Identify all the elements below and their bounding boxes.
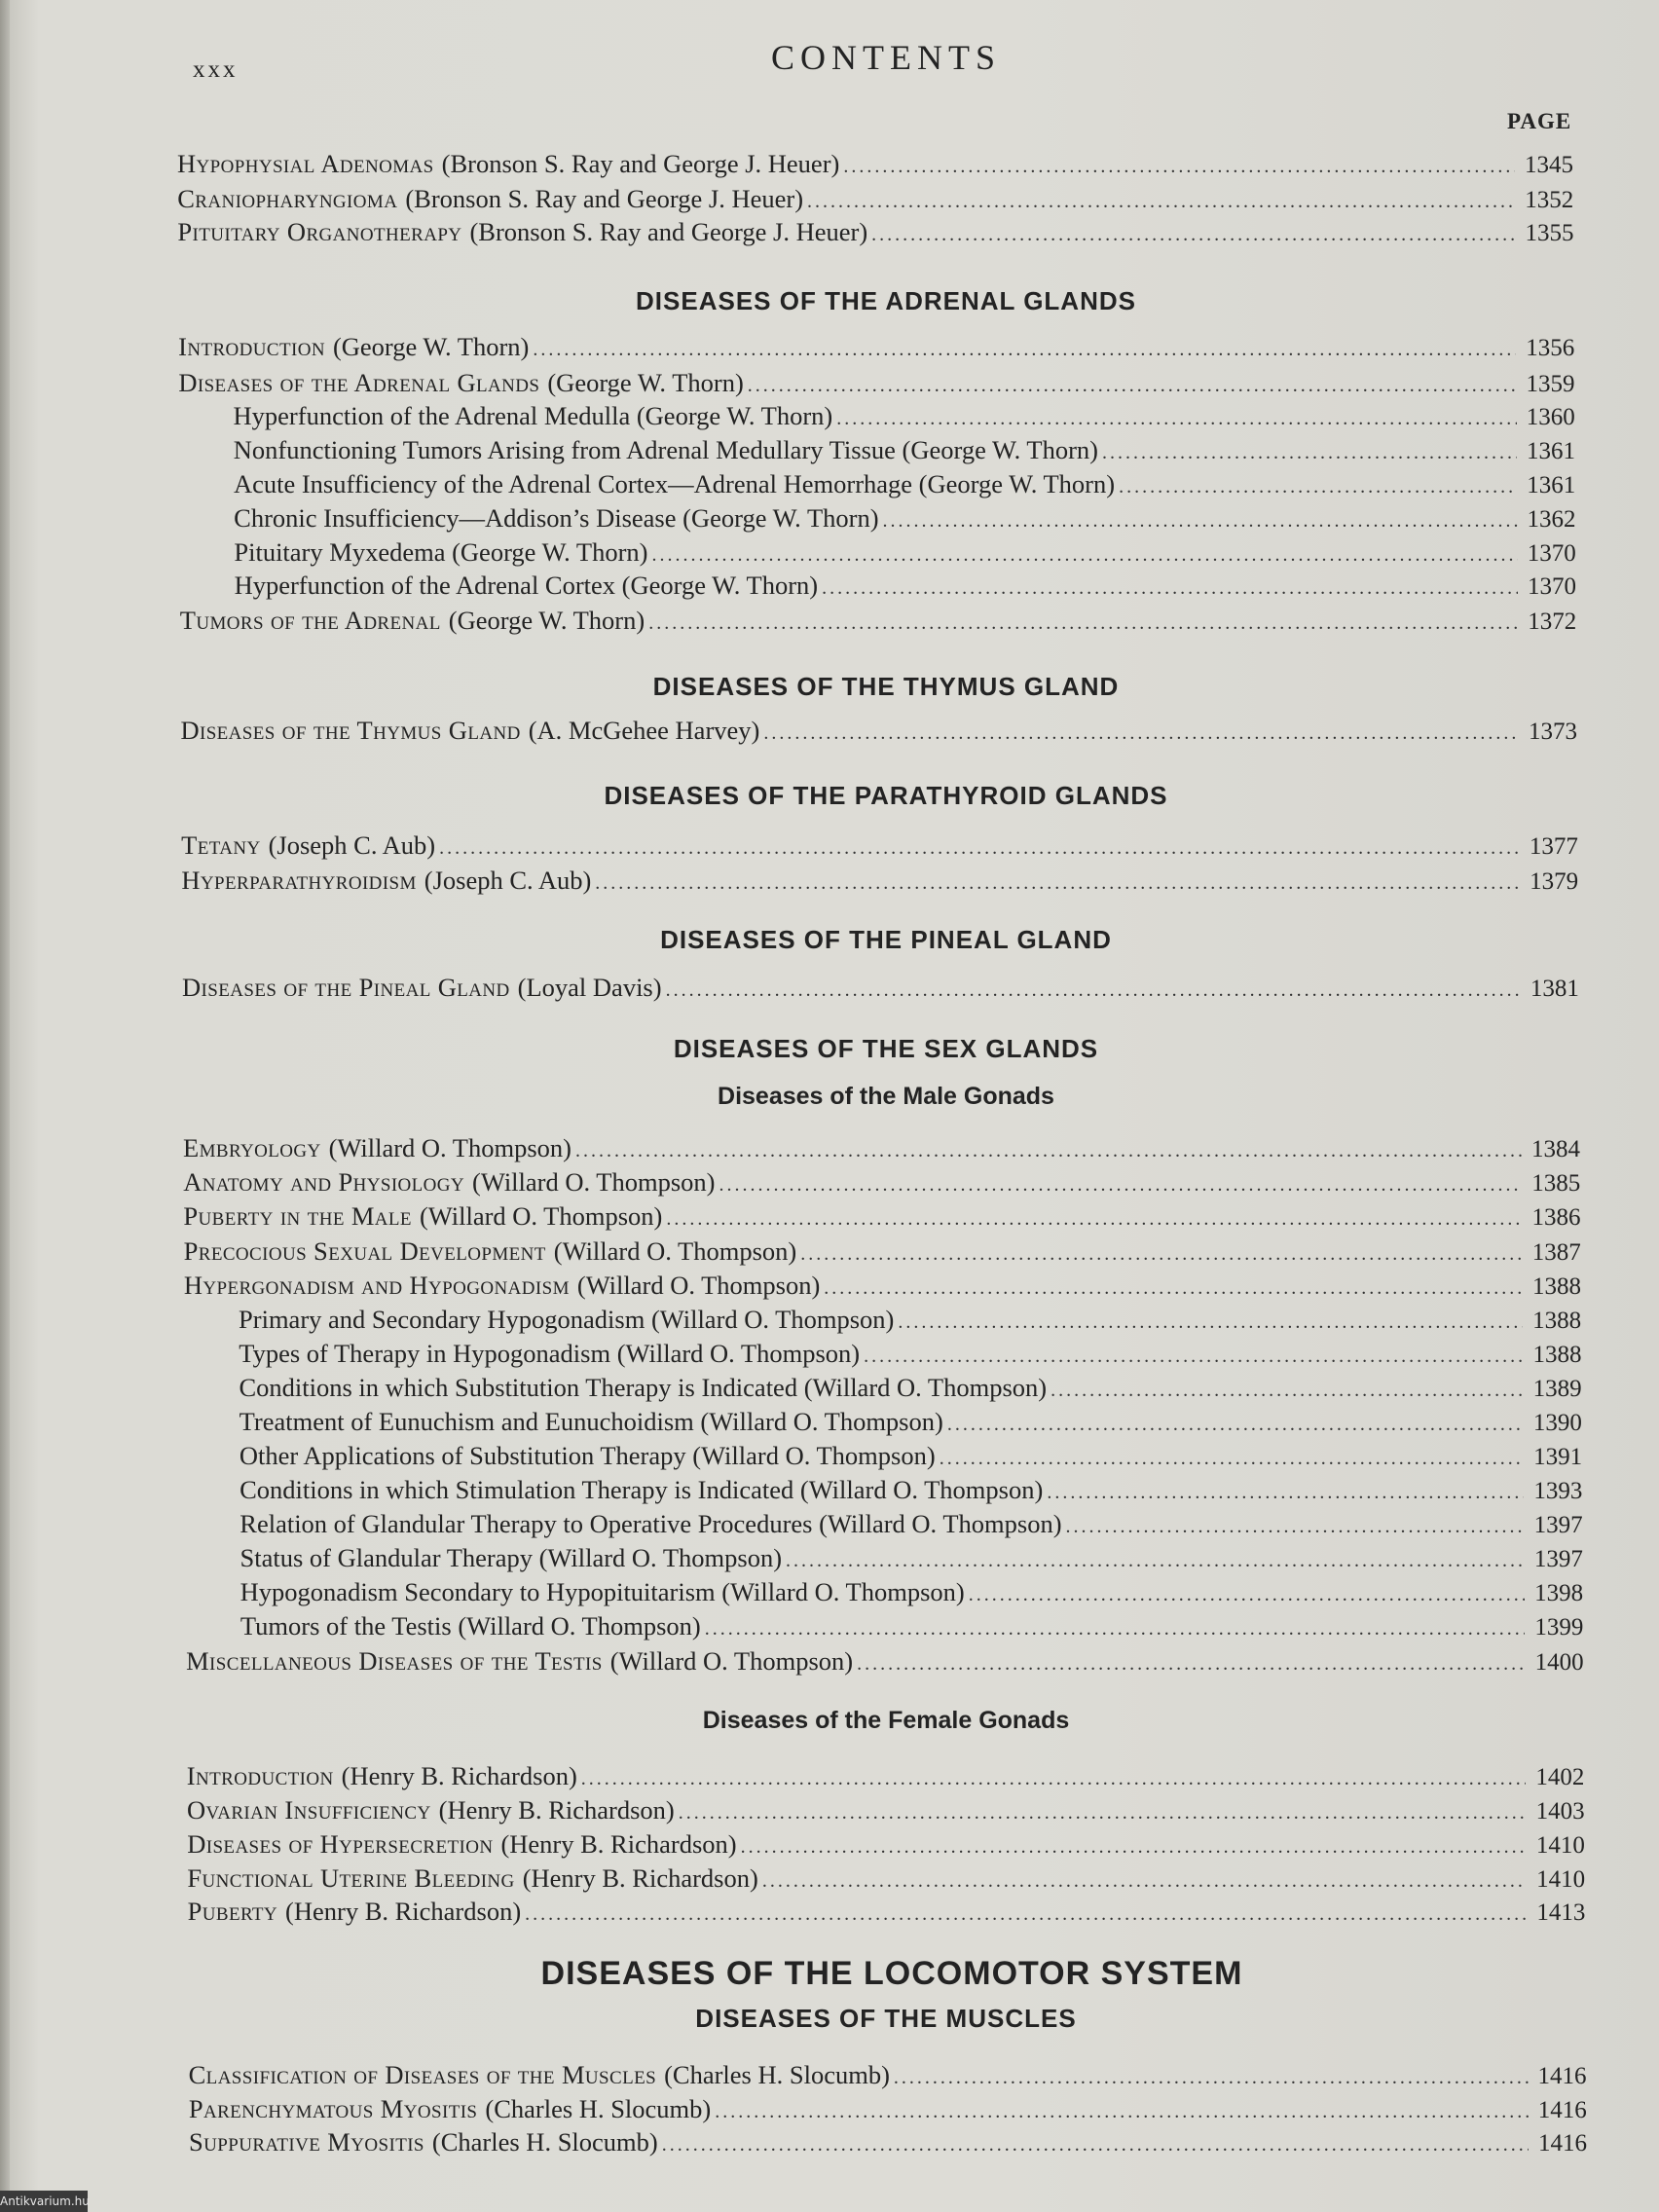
entry-page-number: 1361 [1527, 438, 1576, 464]
dot-leader [666, 1200, 1522, 1235]
entry-author: (George W. Thorn) [332, 332, 530, 361]
dot-leader [666, 972, 1521, 1006]
dot-leader [581, 1760, 1527, 1794]
contents-title: CONTENTS [771, 38, 1001, 77]
toc-entry [240, 1440, 1582, 1474]
entry-author: (Willard O. Thompson) [576, 1271, 821, 1300]
entry-page-number: 1388 [1532, 1342, 1582, 1368]
entry-author: (Willard O. Thompson) [609, 1646, 854, 1676]
entry-title: Functional Uterine Bleeding [187, 1863, 515, 1893]
entry-page-number: 1389 [1532, 1376, 1582, 1402]
entry-page-number: 1398 [1534, 1580, 1584, 1606]
entry-title: Status of Glandular Therapy (Willard O. Thompson) [240, 1543, 783, 1572]
entry-title: Introduction [178, 332, 325, 361]
entry-page-number: 1359 [1526, 371, 1575, 397]
watermark: Antikvarium.hu [0, 2191, 88, 2212]
section-heading: DISEASES OF THE MUSCLES [695, 2004, 1077, 2033]
toc-entry [189, 2059, 1587, 2093]
entry-title: Classification of Diseases of the Muscles [188, 2060, 657, 2089]
entry-title: Puberty [187, 1897, 278, 1926]
dot-leader [1119, 468, 1517, 502]
entry-title: Relation of Glandular Therapy to Operative Procedures (Willard O. Thompson) [240, 1509, 1062, 1538]
entry-author: (Bronson S. Ray and George J. Heuer) [441, 149, 840, 178]
entry-title: Craniopharyngioma [177, 184, 398, 213]
toc-entry [188, 1896, 1586, 1930]
dot-leader [762, 1862, 1527, 1897]
dot-leader [439, 830, 1520, 864]
toc-entry [234, 400, 1575, 434]
entry-author: (Bronson S. Ray and George J. Heuer) [405, 184, 804, 213]
section-heading: DISEASES OF THE ADRENAL GLANDS [636, 286, 1136, 315]
entry-page-number: 1385 [1531, 1170, 1581, 1197]
toc-entry [239, 1304, 1581, 1338]
entry-page-number: 1373 [1529, 719, 1577, 745]
entry-title: Acute Insufficiency of the Adrenal Cortex—Adrenal Hemorrhage (George W. Thorn) [233, 469, 1116, 498]
dot-leader [822, 570, 1518, 604]
entry-title: Precocious Sexual Development [183, 1236, 546, 1266]
entry-page-number: 1413 [1536, 1899, 1586, 1926]
entry-title: Suppurative Myositis [189, 2127, 424, 2157]
dot-leader [1047, 1474, 1524, 1508]
entry-title: Hyperparathyroidism [181, 866, 417, 895]
entry-author: (Willard O. Thompson) [553, 1236, 797, 1266]
toc-entry [239, 1338, 1581, 1372]
entry-title: Puberty in the Male [183, 1201, 412, 1231]
entry-title: Tetany [181, 830, 261, 860]
book-gutter [0, 0, 10, 2212]
entry-title: Treatment of Eunuchism and Eunuchoidism (Willard O. Thompson) [239, 1407, 943, 1436]
dot-leader [575, 1132, 1522, 1166]
entry-title: Diseases of the Pineal Gland [182, 973, 510, 1002]
entry-title: Primary and Secondary Hypogonadism (Willard O. Thompson) [239, 1305, 895, 1334]
entry-page-number: 1381 [1530, 976, 1579, 1002]
dot-leader [705, 1610, 1526, 1644]
entry-page-number: 1388 [1532, 1308, 1582, 1334]
toc-entry [234, 502, 1575, 536]
dot-leader [648, 605, 1518, 639]
entry-author: (Willard O. Thompson) [328, 1133, 571, 1162]
entry-author: (George W. Thorn) [547, 368, 744, 397]
entry-title: Pituitary Myxedema (George W. Thorn) [234, 537, 648, 567]
dot-leader [715, 2093, 1529, 2127]
dot-leader [595, 865, 1520, 899]
entry-author: (Joseph C. Aub) [424, 866, 592, 895]
dot-leader [1051, 1372, 1524, 1406]
toc-entry [234, 434, 1575, 468]
toc-entry [235, 570, 1576, 604]
dot-leader [843, 148, 1515, 182]
entry-page-number: 1397 [1533, 1546, 1583, 1572]
entry-page-number: 1410 [1535, 1832, 1585, 1859]
entry-title: Hyperfunction of the Adrenal Medulla (George W. Thorn) [233, 401, 833, 430]
toc-entry [180, 605, 1576, 639]
entry-author: (Charles H. Slocumb) [485, 2094, 712, 2123]
entry-page-number: 1355 [1525, 220, 1574, 246]
book-page [10, 0, 1659, 2212]
dot-leader [719, 1166, 1522, 1200]
dot-leader [947, 1406, 1524, 1440]
entry-page-number: 1379 [1530, 868, 1579, 895]
toc-entry [187, 1794, 1585, 1828]
toc-entry [240, 1508, 1582, 1542]
entry-author: (Charles H. Slocumb) [664, 2060, 890, 2089]
dot-leader [857, 1645, 1525, 1679]
dot-leader [898, 1304, 1523, 1338]
entry-title: Nonfunctioning Tumors Arising from Adrenal Medullary Tissue (George W. Thorn) [233, 435, 1098, 464]
dot-leader [969, 1576, 1525, 1610]
entry-page-number: 1391 [1533, 1444, 1583, 1470]
toc-entry [186, 1645, 1584, 1679]
entry-title: Embryology [182, 1133, 321, 1162]
page-folio: xxx [193, 56, 239, 83]
entry-title: Types of Therapy in Hypogonadism (Willard O. Thompson) [239, 1339, 861, 1368]
entry-page-number: 1416 [1537, 2063, 1587, 2089]
entry-page-number: 1356 [1526, 335, 1575, 361]
page-column-header: PAGE [1507, 109, 1572, 133]
entry-page-number: 1416 [1538, 2130, 1588, 2157]
toc-entry [187, 1760, 1585, 1794]
toc-entry [240, 1406, 1582, 1440]
dot-leader [662, 2126, 1529, 2160]
entry-author: (A. McGehee Harvey) [528, 716, 760, 745]
toc-entry [240, 1576, 1583, 1610]
entry-page-number: 1377 [1529, 833, 1578, 860]
dot-leader [748, 367, 1517, 401]
entry-page-number: 1416 [1537, 2097, 1587, 2123]
entry-page-number: 1400 [1534, 1649, 1584, 1676]
toc-entry [180, 715, 1577, 749]
entry-page-number: 1393 [1533, 1478, 1583, 1504]
dot-leader [679, 1794, 1527, 1828]
entry-title: Hypophysial Adenomas [177, 149, 434, 178]
entry-author: (Henry B. Richardson) [285, 1897, 522, 1926]
dot-leader [741, 1828, 1527, 1862]
entry-title: Tumors of the Testis (Willard O. Thompson) [240, 1611, 701, 1641]
dot-leader [800, 1235, 1522, 1270]
toc-entry [178, 367, 1574, 401]
toc-entry [240, 1542, 1582, 1576]
entry-author: (Joseph C. Aub) [268, 830, 436, 860]
subsection-heading: Diseases of the Female Gonads [702, 1707, 1070, 1734]
toc-entry [184, 1270, 1581, 1304]
dot-leader [652, 536, 1518, 571]
entry-author: (Charles H. Slocumb) [431, 2127, 658, 2157]
entry-page-number: 1388 [1531, 1273, 1581, 1300]
toc-entry [181, 830, 1578, 864]
entry-page-number: 1397 [1533, 1512, 1583, 1538]
entry-title: Ovarian Insufficiency [187, 1795, 431, 1825]
entry-page-number: 1410 [1536, 1866, 1586, 1893]
entry-page-number: 1361 [1527, 472, 1576, 498]
entry-author: (Bronson S. Ray and George J. Heuer) [469, 217, 868, 246]
entry-title: Diseases of the Thymus Gland [180, 716, 521, 745]
dot-leader [871, 216, 1515, 250]
entry-page-number: 1384 [1530, 1136, 1580, 1162]
major-section-heading: DISEASES OF THE LOCOMOTOR SYSTEM [540, 1955, 1243, 1992]
toc-entry [183, 1200, 1580, 1235]
entry-title: Conditions in which Substitution Therapy is Indicated (Willard O. Thompson) [239, 1373, 1048, 1402]
entry-title: Pituitary Organotherapy [177, 217, 462, 246]
toc-entry [187, 1862, 1585, 1897]
toc-entry [184, 1235, 1581, 1270]
dot-leader [883, 502, 1518, 536]
entry-title: Tumors of the Adrenal [179, 606, 441, 635]
entry-title: Conditions in which Stimulation Therapy is Indicated (Willard O. Thompson) [240, 1475, 1044, 1504]
section-heading: DISEASES OF THE SEX GLANDS [673, 1034, 1099, 1063]
entry-author: (Willard O. Thompson) [419, 1201, 663, 1231]
entry-author: (Willard O. Thompson) [472, 1167, 716, 1197]
dot-leader [807, 183, 1515, 217]
dot-leader [836, 400, 1517, 434]
toc-entry [234, 468, 1575, 502]
entry-title: Diseases of the Adrenal Glands [178, 368, 540, 397]
entry-title: Hypogonadism Secondary to Hypopituitarism (Willard O. Thompson) [240, 1577, 965, 1606]
entry-page-number: 1362 [1527, 506, 1576, 533]
dot-leader [864, 1338, 1523, 1372]
entry-page-number: 1360 [1526, 404, 1575, 430]
dot-leader [525, 1896, 1527, 1930]
toc-entry [240, 1474, 1582, 1508]
toc-entry [183, 1166, 1580, 1200]
entry-title: Hypergonadism and Hypogonadism [183, 1271, 570, 1300]
toc-entry [187, 1828, 1585, 1862]
toc-entry [189, 2093, 1587, 2127]
entry-title: Hyperfunction of the Adrenal Cortex (George W. Thorn) [234, 571, 819, 600]
toc-entry [177, 216, 1573, 250]
dot-leader [533, 331, 1516, 365]
entry-author: (Henry B. Richardson) [500, 1829, 737, 1859]
entry-page-number: 1390 [1532, 1410, 1582, 1436]
toc-entry [177, 148, 1573, 182]
subsection-heading: Diseases of the Male Gonads [718, 1083, 1054, 1110]
entry-page-number: 1372 [1528, 608, 1577, 635]
section-heading: DISEASES OF THE PARATHYROID GLANDS [604, 781, 1168, 810]
entry-title: Diseases of Hypersecretion [187, 1829, 494, 1859]
toc-entry [189, 2126, 1587, 2160]
toc-entry [234, 536, 1575, 571]
entry-page-number: 1387 [1531, 1239, 1581, 1266]
dot-leader [894, 2059, 1529, 2093]
entry-page-number: 1370 [1527, 573, 1576, 600]
toc-entry [177, 183, 1573, 217]
entry-title: Introduction [186, 1761, 334, 1790]
entry-title: Anatomy and Physiology [183, 1167, 465, 1197]
entry-title: Parenchymatous Myositis [188, 2094, 478, 2123]
dot-leader [786, 1542, 1525, 1576]
entry-author: (Loyal Davis) [517, 973, 662, 1002]
entry-page-number: 1370 [1527, 540, 1576, 567]
toc-entry [183, 1132, 1580, 1166]
entry-author: (George W. Thorn) [448, 606, 645, 635]
entry-author: (Henry B. Richardson) [438, 1795, 675, 1825]
toc-entry [178, 331, 1574, 365]
dot-leader [763, 715, 1519, 749]
dot-leader [940, 1440, 1524, 1474]
entry-title: Other Applications of Substitution Therapy (Willard O. Thompson) [239, 1441, 936, 1470]
toc-entry [182, 972, 1579, 1006]
entry-page-number: 1386 [1531, 1204, 1581, 1231]
entry-author: (Henry B. Richardson) [341, 1761, 577, 1790]
entry-page-number: 1402 [1535, 1764, 1585, 1790]
dot-leader [824, 1270, 1523, 1304]
entry-title: Chronic Insufficiency—Addison’s Disease (George W. Thorn) [234, 503, 879, 533]
section-heading: DISEASES OF THE THYMUS GLAND [652, 672, 1120, 701]
dot-leader [1066, 1508, 1525, 1542]
entry-author: (Henry B. Richardson) [522, 1863, 758, 1893]
entry-page-number: 1345 [1525, 152, 1573, 178]
entry-page-number: 1399 [1534, 1614, 1584, 1641]
entry-title: Miscellaneous Diseases of the Testis [186, 1646, 603, 1676]
entry-page-number: 1352 [1525, 187, 1574, 213]
entry-page-number: 1403 [1535, 1798, 1585, 1825]
dot-leader [1102, 434, 1517, 468]
section-heading: DISEASES OF THE PINEAL GLAND [660, 925, 1112, 954]
toc-entry [181, 865, 1578, 899]
toc-entry [239, 1372, 1581, 1406]
toc-entry [240, 1610, 1583, 1644]
